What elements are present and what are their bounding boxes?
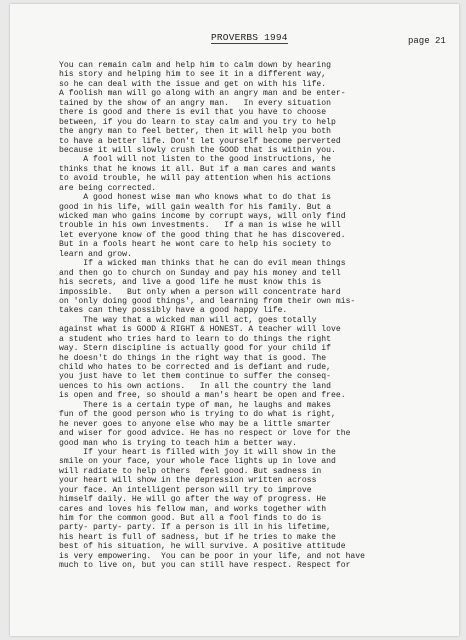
body-text — [59, 61, 464, 571]
text-line: If your heart is filled with joy it will show in the — [59, 447, 336, 457]
text-line: party- party- party. If a person is ill in his lifetime, — [59, 523, 331, 533]
text-line: and then go to church on Sunday and pay his money and tell — [59, 268, 341, 278]
document-page — [10, 4, 459, 636]
text-line: his heart is full of sadness, but if he tries to make the — [59, 532, 336, 542]
text-line: let everyone know of the good thing that he has discovered. — [59, 230, 346, 240]
text-line: cares and loves his fellow man, and works together with — [59, 504, 327, 514]
text-line: takes can they possibly have a good happy life. — [59, 306, 288, 316]
text-line: you just have to let them continue to suffer the conseq- — [59, 372, 331, 382]
text-line: uences to his own actions. In all the country the land — [59, 381, 331, 391]
text-line: your heart will show in the depression written across — [59, 476, 317, 486]
text-line: the angry man to feel better, then it will help you both — [59, 127, 331, 137]
text-line: wicked man who gains income by corrupt ways, will only find — [59, 212, 346, 221]
text-line: himself daily. He will go after the way of progress. He — [59, 495, 327, 505]
text-line: much to live on, but you can still have respect. Respect for — [59, 561, 351, 571]
text-line: If a wicked man thinks that he can do evil mean things — [59, 259, 346, 269]
text-line: A good honest wise man who knows what to do that is — [59, 193, 331, 203]
text-line: learn and grow. — [59, 249, 132, 259]
text-line: good in his life, will gain wealth for his family. But a — [59, 202, 331, 212]
text-line: against what is GOOD & RIGHT & HONEST. A teacher will love — [59, 325, 341, 335]
text-line: on 'only doing good things', and learning from their own mis- — [59, 296, 356, 306]
text-line: your face. An intelligent person will try to improve — [59, 485, 312, 495]
page-title: PROVERBS 1994 — [211, 32, 288, 43]
text-line: tained by the show of an angry man. In every situation — [59, 98, 331, 108]
text-line: to avoid trouble, he will pay attention when his actions — [59, 174, 331, 184]
text-line: he never goes to anyone else who may be a little smarter — [59, 419, 331, 429]
text-line: The way that a wicked man will act, goes totally — [59, 315, 317, 325]
text-line: because it will slowly crush the GOOD that is within you. — [59, 145, 336, 155]
text-line: There is a certain type of man, he laughs and makes — [59, 400, 331, 410]
text-line: will radiate to help others feel good. But sadness in — [59, 466, 322, 476]
text-line: smile on your face, your whole face lights up in love and — [59, 457, 336, 467]
text-line: so he can deal with the issue and get on with his life. — [59, 79, 327, 89]
text-line: good man who is trying to teach him a better way. — [59, 438, 297, 448]
text-line: his story and helping him to see it in a different way, — [59, 70, 327, 80]
text-line: trouble in his own investments. If a man is wise he will — [59, 221, 341, 231]
text-line: But in a fools heart he wont care to help his society to — [59, 240, 331, 250]
page-number: page 21 — [408, 36, 446, 46]
text-line: impossible. But only when a person will concentrate hard — [59, 287, 341, 297]
text-line: is open and free, so should a man's heart be open and free. — [59, 391, 346, 401]
text-line: A foolish man will go along with an angry man and be enter- — [59, 89, 346, 99]
text-line: fun of the good person who is trying to do what is right, — [59, 410, 336, 420]
text-line: he doesn't do things in the right way that is good. The — [59, 353, 327, 363]
text-line: child who hates to be corrected and is defiant and rude, — [59, 363, 331, 372]
text-line: and wiser for good advice. He has no respect or love for the — [59, 429, 351, 439]
text-line: You can remain calm and help him to calm down by hearing — [59, 61, 331, 70]
text-line: his secrets, and live a good life he must know this is — [59, 278, 322, 288]
text-line: best of his situation, he will survive. A positive attitude — [59, 542, 346, 552]
text-line: between, if you do learn to stay calm and you try to help — [59, 117, 336, 127]
text-line: is very empowering. You can be poor in your life, and not have — [59, 551, 365, 561]
text-line: a student who tries hard to learn to do things the right — [59, 334, 331, 344]
text-line: him for the common good. But all a fool finds to do is — [59, 514, 322, 523]
text-line: to have a better life. Don't let yourself become perverted — [59, 136, 341, 146]
text-line: are being corrected. — [59, 183, 157, 193]
text-line: way. Stern discipline is actually good for your child if — [59, 344, 331, 354]
text-line: A fool will not listen to the good instructions, he — [59, 155, 331, 165]
text-line: thinks that he knows it all. But if a man cares and wants — [59, 164, 336, 174]
text-line: there is good and there is evil that you have to choose — [59, 108, 327, 118]
